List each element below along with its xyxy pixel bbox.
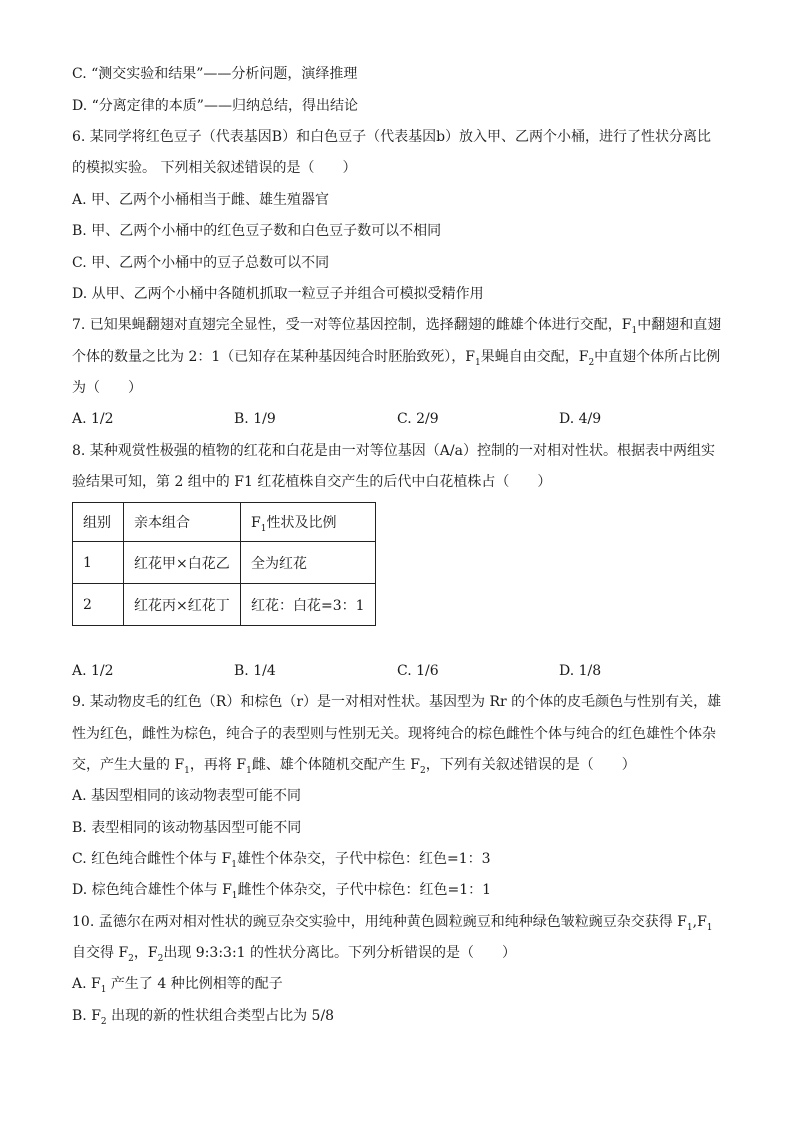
q7-option-c: C. 2/9: [397, 411, 439, 427]
table-cell: 红花丙×红花丁: [124, 584, 241, 626]
table-header-cell: 组别: [73, 503, 124, 542]
q7-stem-line-3: 为（ ）: [72, 380, 142, 396]
q9-option-a: A. 基因型相同的该动物表型可能不同: [72, 788, 302, 804]
q10-stem-1b: ,F: [692, 914, 707, 930]
q7-option-d: D. 4/9: [559, 411, 602, 427]
q9-option-d-a: D. 棕色纯合雄性个体与 F: [72, 882, 232, 898]
subscript: 1: [260, 523, 267, 534]
q8-option-c: C. 1/6: [397, 663, 439, 679]
q8-option-b: B. 1/4: [234, 663, 276, 679]
subscript: 1: [706, 922, 713, 933]
q5-option-d: D. “分离定律的本质”——归纳总结，得出结论: [72, 98, 358, 114]
q6-option-c: C. 甲、乙两个小桶中的豆子总数可以不同: [72, 255, 330, 271]
subscript: 1: [231, 890, 238, 901]
subscript: 2: [588, 357, 595, 368]
table-row: [73, 584, 376, 626]
q9-option-c-a: C. 红色纯合雌性个体与 F: [72, 851, 232, 867]
q7-stem-2c: 中直翅个体所占比例: [594, 349, 721, 365]
q10-stem-2b: ，F: [133, 945, 158, 961]
q10-option-a-a: A. F: [72, 976, 101, 992]
table-cell: 1: [73, 542, 124, 584]
q9-option-d: [72, 880, 732, 900]
q9-option-b: B. 表型相同的该动物基因型可能不同: [72, 820, 302, 836]
subscript: 1: [100, 984, 107, 995]
q9-stem-3b: ，再将 F: [189, 757, 247, 773]
table-cell: 红花甲×白花乙: [124, 542, 241, 584]
table-header-cell: [241, 503, 376, 542]
q9-option-c-b: 雄性个体杂交，子代中棕色：红色=1：3: [237, 851, 491, 867]
q10-option-b: [72, 1006, 732, 1026]
q10-option-a-b: 产生了 4 种比例相等的配子: [106, 976, 283, 992]
q6-option-a: A. 甲、乙两个小桶相当于雌、雄生殖器官: [72, 192, 330, 208]
q6-stem-line-1: 6. 某同学将红色豆子（代表基因B）和白色豆子（代表基因b）放入甲、乙两个小桶，进行了性状分离比: [72, 129, 712, 145]
q10-stem-2c: 出现 9:3:3:1 的性状分离比。下列分析错误的是（ ）: [163, 945, 517, 961]
q9-option-c: [72, 849, 732, 869]
subscript: 1: [246, 765, 252, 776]
q10-option-b-a: B. F: [72, 1008, 101, 1024]
subscript: 1: [686, 922, 693, 933]
q7-option-a: A. 1/2: [72, 411, 114, 427]
results-table: [72, 502, 376, 626]
subscript: 2: [157, 953, 164, 964]
q7-stem-1a: 7. 已知果蝇翻翅对直翅完全显性，受一对等位基因控制，选择翻翅的雌雄个体进行交配，F: [72, 317, 632, 333]
subscript: 2: [100, 1016, 107, 1027]
q6-stem-line-2: 的模拟实验。 下列相关叙述错误的是（ ）: [72, 160, 357, 176]
q8-option-a: A. 1/2: [72, 663, 114, 679]
table-header-row: [73, 503, 376, 542]
q7-stem-2a: 个体的数量之比为 2：1（已知存在某种基因纯合时胚胎致死），F: [72, 349, 475, 365]
q7-option-b: B. 1/9: [234, 411, 276, 427]
subscript: 1: [231, 859, 238, 870]
q9-stem-3a: 交，产生大量的 F: [72, 757, 185, 773]
subscript: 2: [419, 765, 426, 776]
q9-stem-3c: 雌、雄个体随机交配产生 F: [251, 757, 420, 773]
q9-stem-line-1: 9. 某动物皮毛的红色（R）和棕色（r）是一对相对性状。基因型为 Rr 的个体的皮毛颜色与性别有关，雄: [72, 694, 722, 710]
q9-stem-line-3: [72, 755, 732, 775]
q7-stem-2b: 果蝇自由交配，F: [480, 349, 589, 365]
q10-stem-1a: 10. 孟德尔在两对相对性状的豌豆杂交实验中，用纯种黄色圆粒豌豆和纯种绿色皱粒豌豆杂交获得 F: [72, 914, 687, 930]
q6-option-d: D. 从甲、乙两个小桶中各随机抓取一粒豆子并组合可模拟受精作用: [72, 286, 484, 302]
subscript: 1: [184, 765, 190, 776]
q10-option-a: [72, 974, 732, 994]
subscript: 1: [631, 325, 638, 336]
q7-stem-line-1: [72, 315, 732, 335]
q10-stem-line-1: [72, 912, 732, 932]
table-header-cell: 亲本组合: [124, 503, 241, 542]
q8-stem-line-2: 验结果可知，第 2 组中的 F1 红花植株自交产生的后代中白花植株占（ ）: [72, 474, 552, 490]
subscript: 2: [128, 953, 134, 964]
q7-stem-1b: 中翻翅和直翅: [637, 317, 722, 333]
q10-stem-line-2: [72, 943, 732, 963]
table-cell: 2: [73, 584, 124, 626]
header-f: F: [251, 515, 261, 531]
q9-stem-line-2: 性为红色，雌性为棕色，纯合子的表型则与性别无关。现将纯合的棕色雌性个体与纯合的红色雄性个体杂: [72, 726, 716, 742]
q9-option-d-b: 雌性个体杂交，子代中棕色：红色=1：1: [237, 882, 492, 898]
q8-stem-line-1: 8. 某种观赏性极强的植物的红花和白花是由一对等位基因（A/a）控制的一对相对性状。根据表中两组实: [72, 443, 715, 459]
table-cell: 红花：白花=3：1: [241, 584, 376, 626]
table-cell: 全为红花: [241, 542, 376, 584]
q5-option-c: C. “测交实验和结果”——分析问题，演绎推理: [72, 66, 358, 82]
header-trait: 性状及比例: [266, 515, 337, 531]
subscript: 1: [474, 357, 481, 368]
q6-option-b: B. 甲、乙两个小桶中的红色豆子数和白色豆子数可以不相同: [72, 223, 442, 239]
q10-stem-2a: 自交得 F: [72, 945, 129, 961]
q9-stem-3d: ，下列有关叙述错误的是（ ）: [425, 757, 636, 773]
table-row: [73, 542, 376, 584]
q8-option-d: D. 1/8: [559, 663, 602, 679]
q10-option-b-b: 出现的新的性状组合类型占比为 5/8: [106, 1008, 335, 1024]
q7-stem-line-2: [72, 347, 732, 367]
